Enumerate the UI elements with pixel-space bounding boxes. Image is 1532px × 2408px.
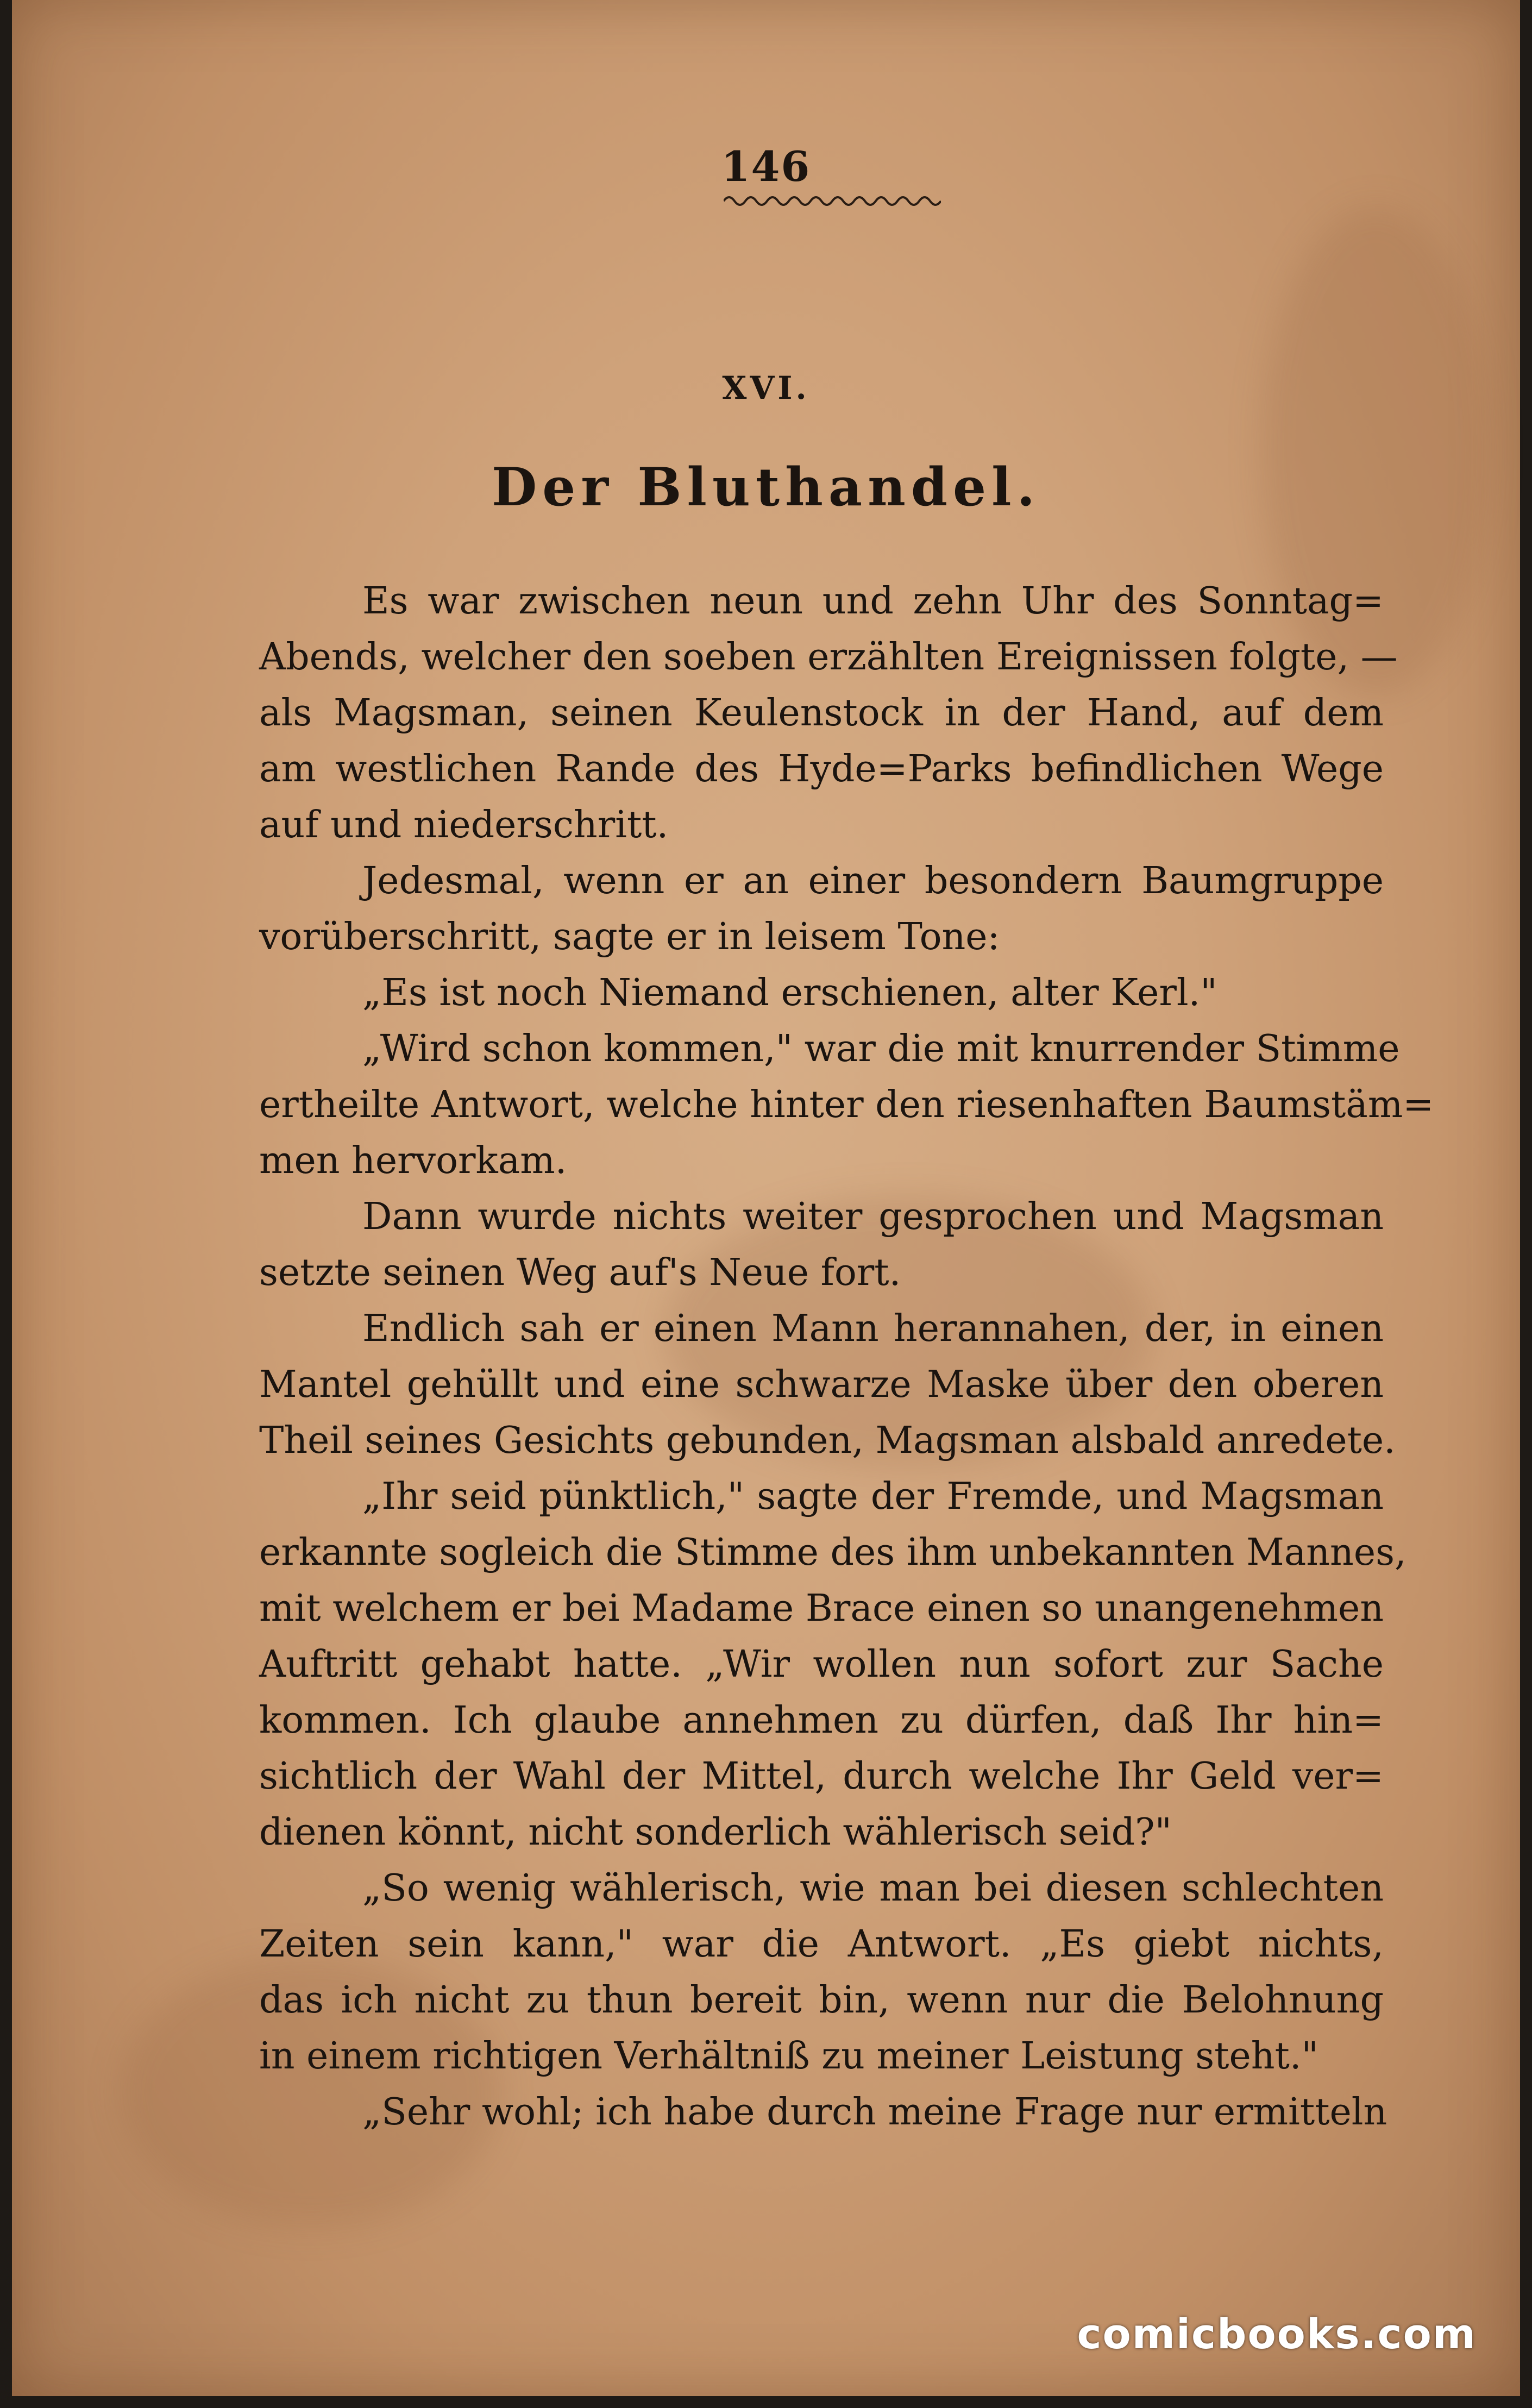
text-line: Endlich sah er einen Mann herannahen, der, in einen bbox=[362, 1307, 1384, 1350]
text-line: Dann wurde nichts weiter gesprochen und Magsman bbox=[362, 1195, 1384, 1238]
text-line: „Sehr wohl; ich habe durch meine Frage nur ermitteln bbox=[362, 2091, 1387, 2134]
text-line: „So wenig wählerisch, wie man bei diesen schlechten bbox=[362, 1867, 1384, 1910]
text-line: als Magsman, seinen Keulenstock in der Hand, auf dem bbox=[259, 692, 1384, 735]
text-line: ertheilte Antwort, welche hinter den riesenhaften Baumstäm= bbox=[259, 1083, 1434, 1126]
text-line: „Es ist noch Niemand erschienen, alter Kerl." bbox=[362, 971, 1217, 1014]
text-line: das ich nicht zu thun bereit bin, wenn nur die Belohnung bbox=[259, 1979, 1384, 2022]
body-text bbox=[259, 573, 1434, 2140]
text-line: in einem richtigen Verhältniß zu meiner Leistung steht." bbox=[259, 2035, 1318, 2078]
text-line: mit welchem er bei Madame Brace einen so unangenehmen bbox=[259, 1587, 1384, 1630]
chapter-title: Der Bluthandel. bbox=[492, 456, 1040, 518]
text-line: setzte seinen Weg auf's Neue fort. bbox=[259, 1251, 901, 1294]
chapter-number: XVI. bbox=[722, 369, 810, 406]
text-line: Auftritt gehabt hatte. „Wir wollen nun sofort zur Sache bbox=[259, 1643, 1384, 1686]
text-line: vorüberschritt, sagte er in leisem Tone: bbox=[259, 915, 1000, 958]
text-line: Es war zwischen neun und zehn Uhr des Sonntag= bbox=[362, 580, 1384, 623]
text-line: kommen. Ich glaube annehmen zu dürfen, daß Ihr hin= bbox=[259, 1699, 1384, 1742]
page-number: 146 bbox=[721, 142, 811, 191]
text-line: „Wird schon kommen," war die mit knurrender Stimme bbox=[362, 1027, 1400, 1070]
text-line: am westlichen Rande des Hyde=Parks befindlichen Wege bbox=[259, 748, 1384, 791]
text-line: Theil seines Gesichts gebunden, Magsman alsbald anredete. bbox=[259, 1419, 1396, 1462]
text-line: men hervorkam. bbox=[259, 1139, 567, 1182]
text-line: Zeiten sein kann," war die Antwort. „Es giebt nichts, bbox=[259, 1923, 1384, 1966]
text-line: dienen könnt, nicht sonderlich wählerisch seid?" bbox=[259, 1811, 1172, 1854]
text-line: Mantel gehüllt und eine schwarze Maske über den oberen bbox=[259, 1363, 1384, 1406]
ornamental-squiggle bbox=[724, 191, 941, 208]
watermark: comicbooks.com bbox=[1077, 2310, 1477, 2358]
text-line: Jedesmal, wenn er an einer besondern Baumgruppe bbox=[362, 860, 1384, 902]
text-line: Abends, welcher den soeben erzählten Ereignissen folgte, — bbox=[259, 636, 1398, 679]
text-line: „Ihr seid pünktlich," sagte der Fremde, und Magsman bbox=[362, 1475, 1384, 1518]
text-line: auf und niederschritt. bbox=[259, 804, 669, 846]
text-line: sichtlich der Wahl der Mittel, durch welche Ihr Geld ver= bbox=[259, 1755, 1384, 1798]
book-page bbox=[12, 0, 1520, 2396]
text-line: erkannte sogleich die Stimme des ihm unbekannten Mannes, bbox=[259, 1531, 1407, 1574]
